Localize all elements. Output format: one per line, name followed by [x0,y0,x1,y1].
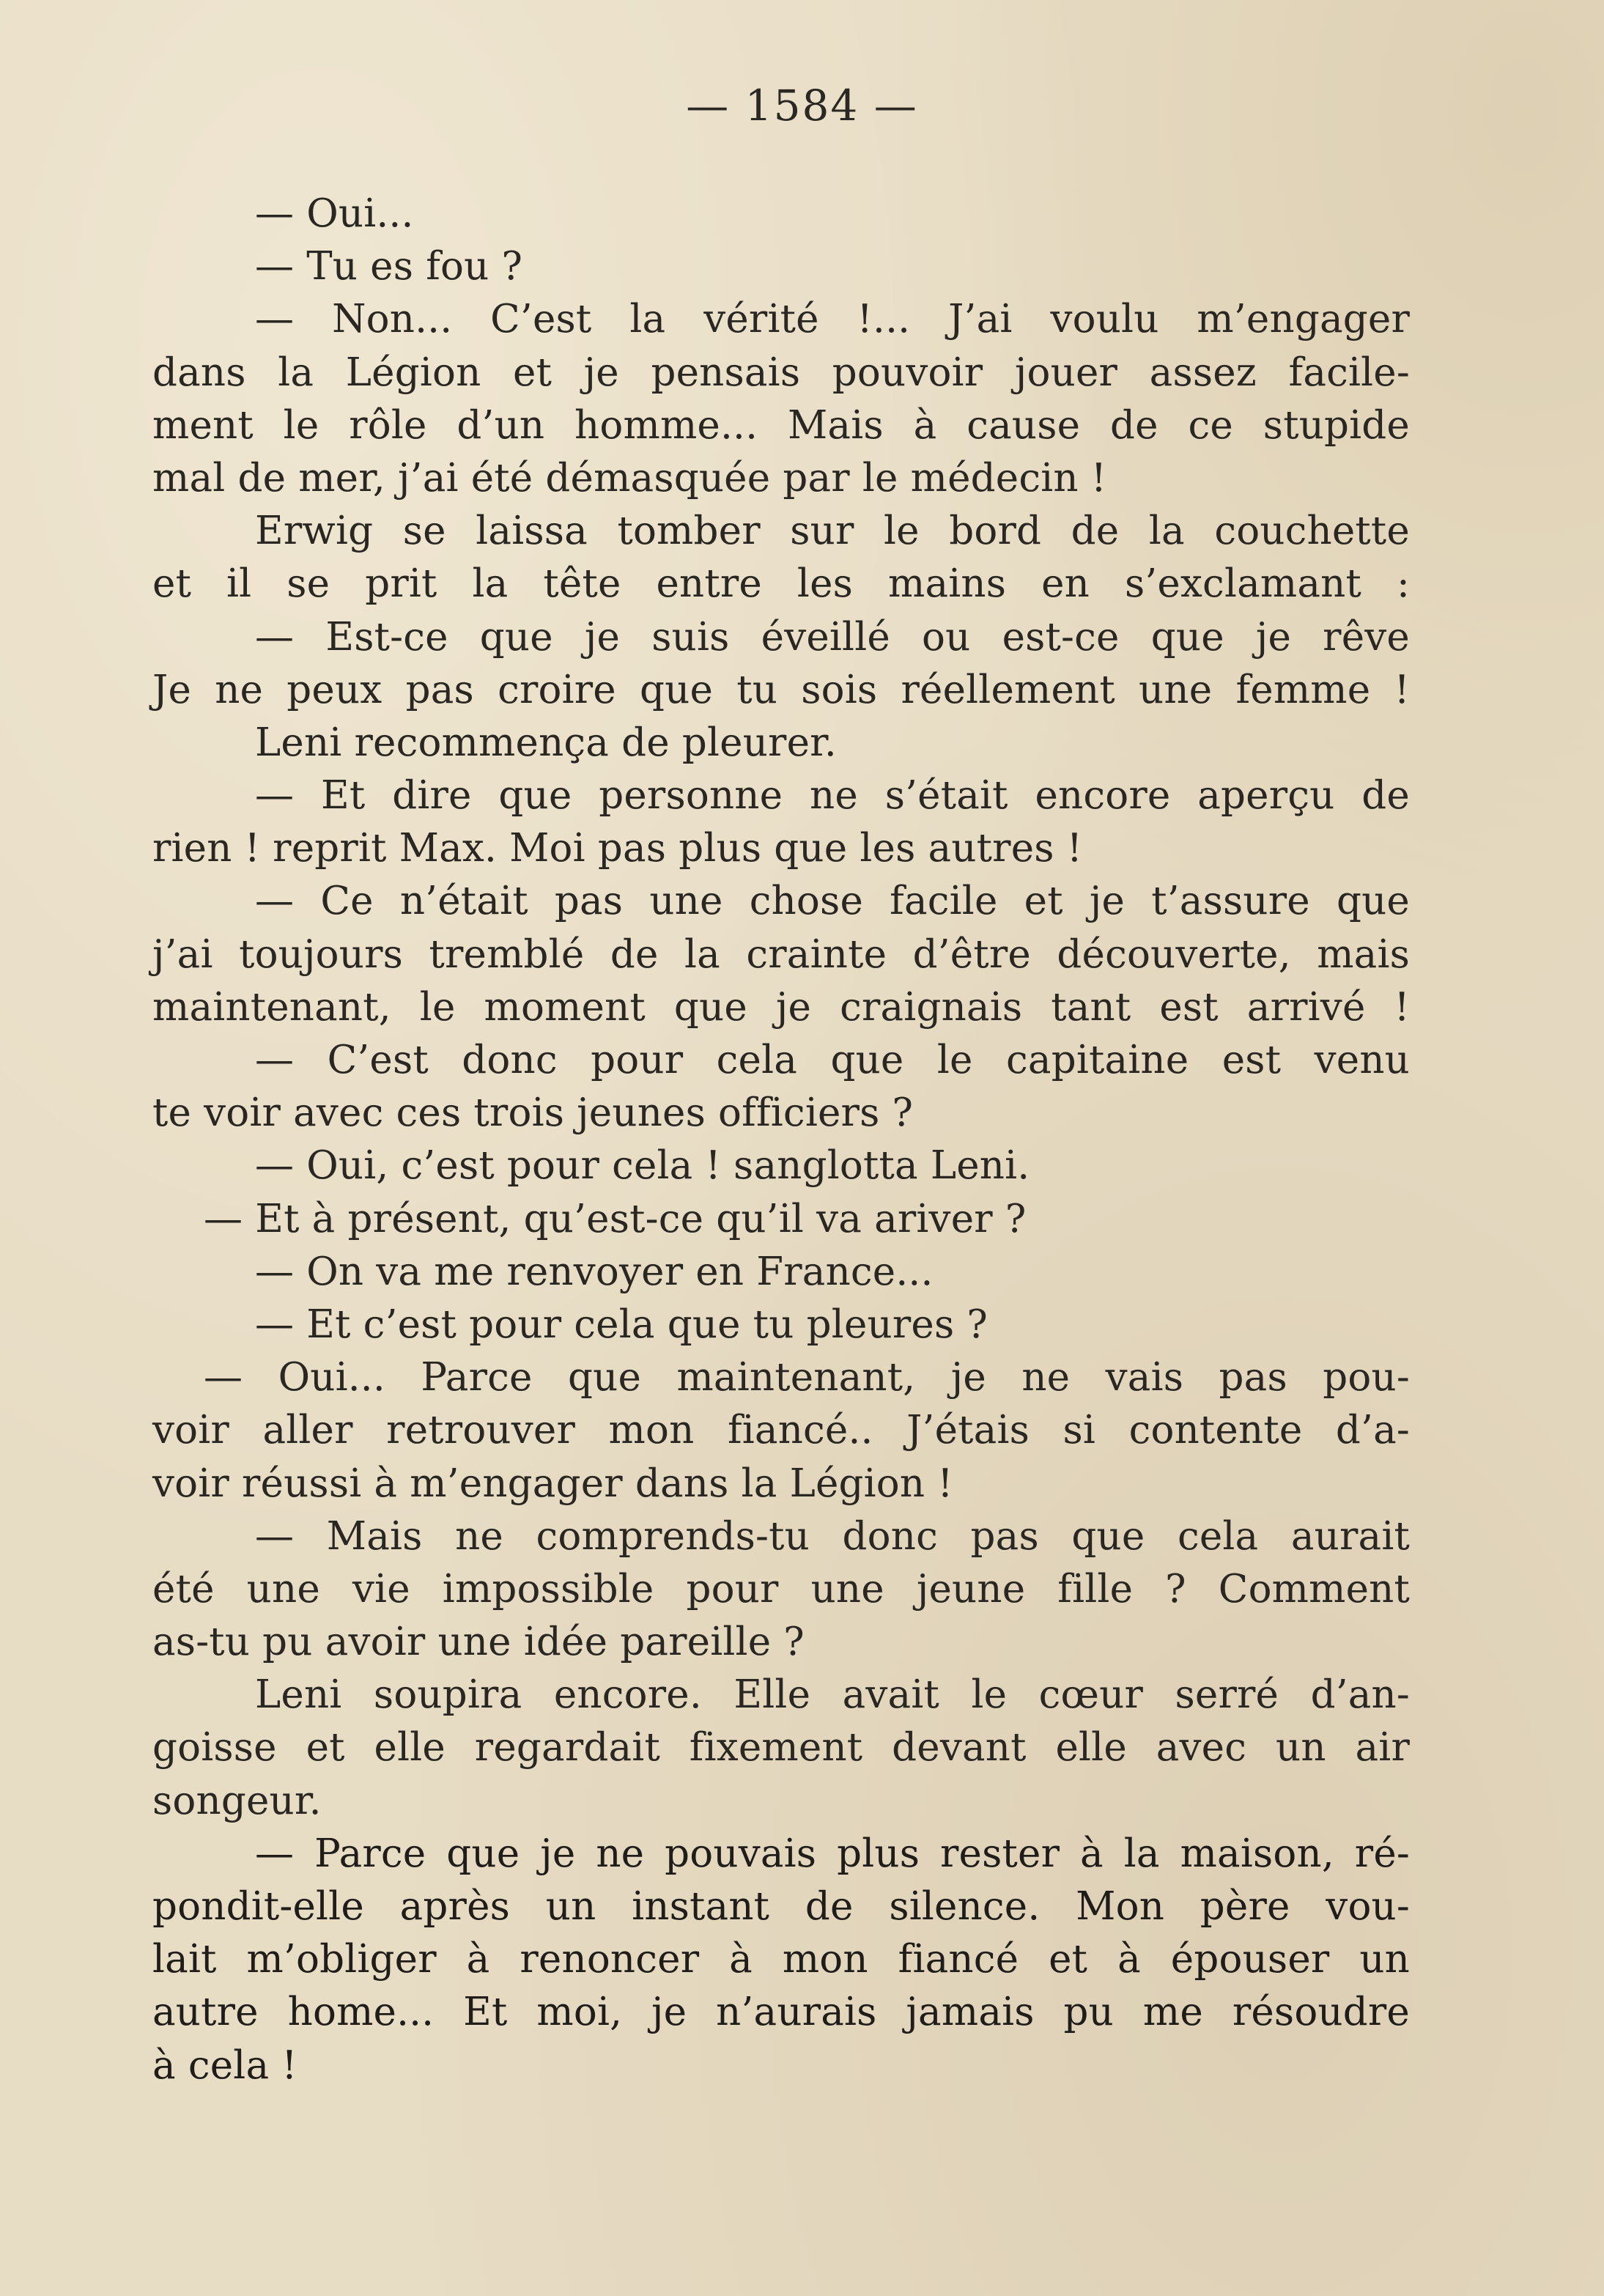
text-line: — Ce n’était pas une chose facile et je t’assure que [255,879,1410,924]
text-line: — Mais ne comprends-tu donc pas que cela aurait [255,1513,1410,1559]
text-line: dans la Légion et je pensais pouvoir jouer assez facile- [152,350,1410,395]
text-line: as-tu pu avoir une idée pareille ? [152,1620,805,1665]
text-line: — On va me renvoyer en France... [255,1249,934,1294]
text-line: Leni soupira encore. Elle avait le cœur serré d’an- [255,1672,1410,1718]
text-line: goisse et elle regardait fixement devant elle avec un air [152,1725,1410,1771]
text-line: et il se prit la tête entre les mains en s’exclamant : [152,561,1410,607]
text-line: pondit-elle après un instant de silence. Mon père vou- [152,1884,1410,1929]
text-line: à cela ! [152,2042,297,2088]
text-line: — Oui, c’est pour cela ! sanglotta Leni. [255,1143,1030,1189]
text-line: — Est-ce que je suis éveillé ou est-ce que je rêve [255,614,1410,660]
body-text [152,188,1410,2092]
text-line: rien ! reprit Max. Moi pas plus que les autres ! [152,826,1083,871]
text-line: Erwig se laissa tomber sur le bord de la couchette [255,509,1410,554]
text-line: Je ne peux pas croire que tu sois réellement une femme ! [152,667,1410,712]
text-line: — Non... C’est la vérité !... J’ai voulu m’engager [255,297,1410,342]
text-line: lait m’obliger à renoncer à mon fiancé et à épouser un [152,1937,1410,1982]
text-line: Leni recommença de pleurer. [255,720,837,765]
text-line: voir aller retrouver mon fiancé.. J’étais si contente d’a- [152,1408,1410,1453]
text-line: mal de mer, j’ai été démasquée par le médecin ! [152,455,1107,501]
text-line: songeur. [152,1778,322,1823]
text-line: — Parce que je ne pouvais plus rester à la maison, ré- [255,1831,1410,1876]
text-line: voir réussi à m’engager dans la Légion ! [152,1461,953,1506]
text-line: j’ai toujours tremblé de la crainte d’être découverte, mais [152,931,1410,977]
text-line: ment le rôle d’un homme... Mais à cause de ce stupide [152,402,1410,448]
text-line: — C’est donc pour cela que le capitaine est venu [255,1038,1410,1082]
text-line: — Et dire que personne ne s’était encore aperçu de [255,773,1410,819]
text-line: été une vie impossible pour une jeune fille ? Comment [152,1566,1410,1612]
text-line: autre home... Et moi, je n’aurais jamais pu me résoudre [152,1990,1410,2035]
text-line: — Tu es fou ? [255,244,523,289]
page-number: — 1584 — [686,81,918,130]
text-line: — Oui... [255,191,414,236]
text-line: — Et à présent, qu’est-ce qu’il va ariver ? [204,1196,1027,1241]
text-line: — Et c’est pour cela que tu pleures ? [255,1302,988,1347]
text-line: te voir avec ces trois jeunes officiers ? [152,1090,914,1136]
text-line: — Oui... Parce que maintenant, je ne vais pas pou- [204,1355,1410,1400]
text-line: maintenant, le moment que je craignais tant est arrivé ! [152,984,1410,1030]
